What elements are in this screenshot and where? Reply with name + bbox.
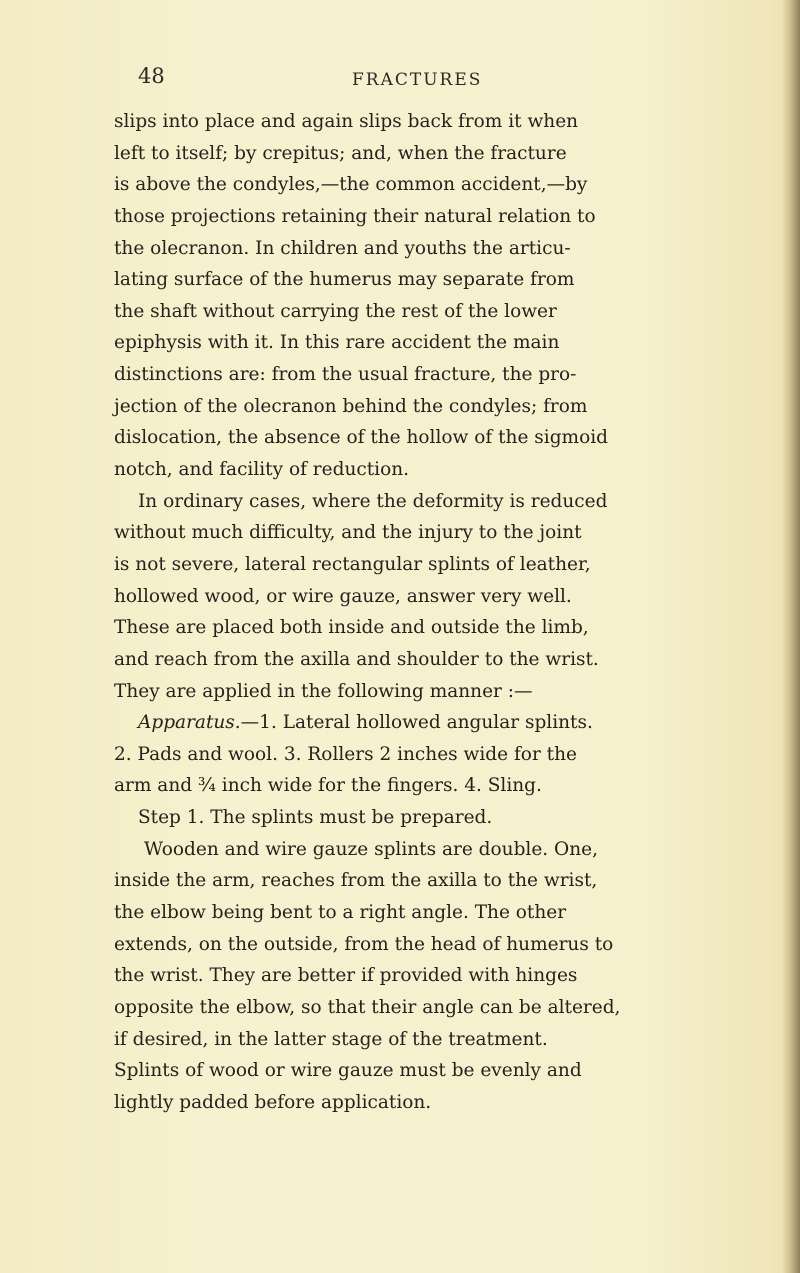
text-line: These are placed both inside and outside the limb, (114, 617, 589, 639)
text-line: 2. Pads and wool. 3. Rollers 2 inches wide for the (114, 743, 577, 765)
text-line: Wooden and wire gauze splints are double. One, (144, 838, 598, 860)
text-line: inside the arm, reaches from the axilla to the wrist, (114, 870, 598, 892)
text-line: opposite the elbow, so that their angle can be altered, (114, 996, 621, 1018)
body-text (114, 106, 734, 1119)
text-line: notch, and facility of reduction. (114, 459, 410, 481)
text-line: arm and ¾ inch wide for the fingers. 4. Sling. (114, 775, 542, 797)
page-header (0, 64, 800, 100)
text-line: hollowed wood, or wire gauze, answer very well. (114, 585, 572, 607)
page-edge-shadow (782, 0, 800, 1273)
text-line: if desired, in the latter stage of the treatment. (114, 1028, 548, 1050)
text-line: dislocation, the absence of the hollow of the sigmoid (114, 427, 608, 449)
text-line: left to itself; by crepitus; and, when the fracture (114, 142, 567, 164)
text-line: lating surface of the humerus may separate from (114, 269, 575, 291)
text-line: lightly padded before application. (114, 1091, 432, 1113)
text-line: those projections retaining their natural relation to (114, 205, 596, 227)
text-line: is above the condyles,—the common accident,—by (114, 174, 588, 196)
text-line: distinctions are: from the usual fracture, the pro- (114, 364, 577, 386)
text-line: Splints of wood or wire gauze must be evenly and (114, 1060, 582, 1082)
text-line: jection of the olecranon behind the condyles; from (114, 395, 588, 417)
text-line: Step 1. The splints must be prepared. (138, 807, 493, 829)
running-head: FRACTURES (352, 70, 483, 90)
text-line: epiphysis with it. In this rare accident the main (114, 332, 560, 354)
text-line: the olecranon. In children and youths the articu- (114, 237, 571, 259)
text-line: They are applied in the following manner :— (114, 680, 533, 702)
page-number: 48 (138, 64, 165, 88)
text-line: In ordinary cases, where the deformity is reduced (138, 490, 608, 512)
text-line: the wrist. They are better if provided with hinges (114, 965, 578, 987)
text-line: extends, on the outside, from the head of humerus to (114, 933, 614, 955)
text-line: the elbow being bent to a right angle. The other (114, 902, 567, 924)
text-line: is not severe, lateral rectangular splints of leather, (114, 553, 591, 575)
text-line: the shaft without carrying the rest of the lower (114, 300, 557, 322)
text-line: slips into place and again slips back from it when (114, 111, 579, 132)
apparatus-text: —1. Lateral hollowed angular splints. (240, 712, 593, 734)
text-line: without much difficulty, and the injury to the joint (114, 522, 582, 544)
apparatus-label: Apparatus. (138, 712, 241, 734)
text-line: and reach from the axilla and shoulder to the wrist. (114, 648, 599, 670)
apparatus-line (114, 707, 734, 739)
